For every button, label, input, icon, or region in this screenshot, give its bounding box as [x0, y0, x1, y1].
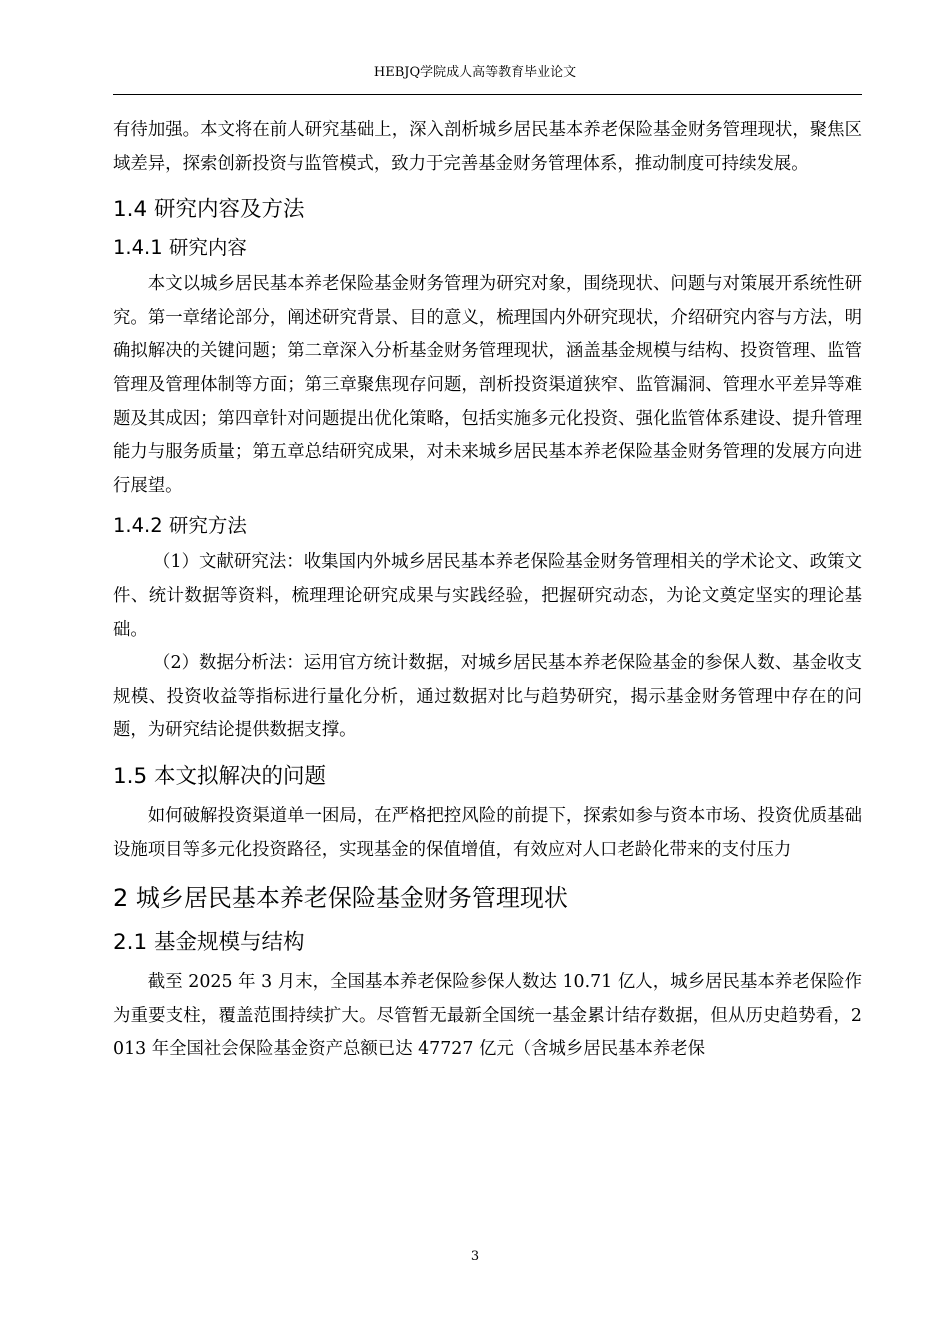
heading-1-4-2: 1.4.2 研究方法	[113, 514, 247, 538]
paragraph-method-data: （2）数据分析法：运用官方统计数据，对城乡居民基本养老保险基金的参保人数、基金收支规模、投资收益等指标进行量化分析，通过数据对比与趋势研究，揭示基金财务管理中存在的问题，为研究结论提供数据支撑。	[113, 653, 862, 741]
heading-1-4-1: 1.4.1 研究内容	[113, 236, 247, 260]
page-body	[113, 114, 862, 1067]
paragraph-problem: 如何破解投资渠道单一困局，在严格把控风险的前提下，探索如参与资本市场、投资优质基础设施项目等多元化投资路径，实现基金的保值增值，有效应对人口老龄化带来的支付压力	[113, 805, 862, 860]
page-header: HEBJQ学院成人高等教育毕业论文	[373, 65, 577, 80]
header-divider	[113, 94, 862, 95]
heading-1-5: 1.5 本文拟解决的问题	[113, 763, 327, 789]
heading-1-4: 1.4 研究内容及方法	[113, 197, 305, 223]
heading-chapter-2: 2 城乡居民基本养老保险基金财务管理现状	[113, 884, 568, 913]
paragraph-research-content: 本文以城乡居民基本养老保险基金财务管理为研究对象，围绕现状、问题与对策展开系统性研究。第一章绪论部分，阐述研究背景、目的意义，梳理国内外研究现状，介绍研究内容与方法，明确拟解决的关键问题；第二章深入分析基金财务管理现状，涵盖基金规模与结构、投资管理、监管管理及管理体制等方面；第三章聚焦现存问题，剖析投资渠道狭窄、监管漏洞、管理水平差异等难题及其成因；第四章针对问题提出优化策略，包括实施多元化投资、强化监管体系建设、提升管理能力与服务质量；第五章总结研究成果，对未来城乡居民基本养老保险基金财务管理的发展方向进行展望。	[113, 274, 862, 496]
paragraph-fund-scale: 截至 2025 年 3 月末，全国基本养老保险参保人数达 10.71 亿人，城乡居民基本养老保险作为重要支柱，覆盖范围持续扩大。尽管暂无最新全国统一基金累计结存数据，但从历史趋势看，2013 年全国社会保险基金资产总额已达 47727 亿元（含城乡居民基本养老保	[113, 972, 862, 1060]
paragraph-intro: 有待加强。本文将在前人研究基础上，深入剖析城乡居民基本养老保险基金财务管理现状，聚焦区域差异，探索创新投资与监管模式，致力于完善基金财务管理体系，推动制度可持续发展。	[113, 120, 862, 174]
heading-2-1: 2.1 基金规模与结构	[113, 930, 305, 956]
page-number: 3	[470, 1249, 480, 1264]
paragraph-method-literature: （1）文献研究法：收集国内外城乡居民基本养老保险基金财务管理相关的学术论文、政策文件、统计数据等资料，梳理理论研究成果与实践经验，把握研究动态，为论文奠定坚实的理论基础。	[113, 552, 862, 640]
